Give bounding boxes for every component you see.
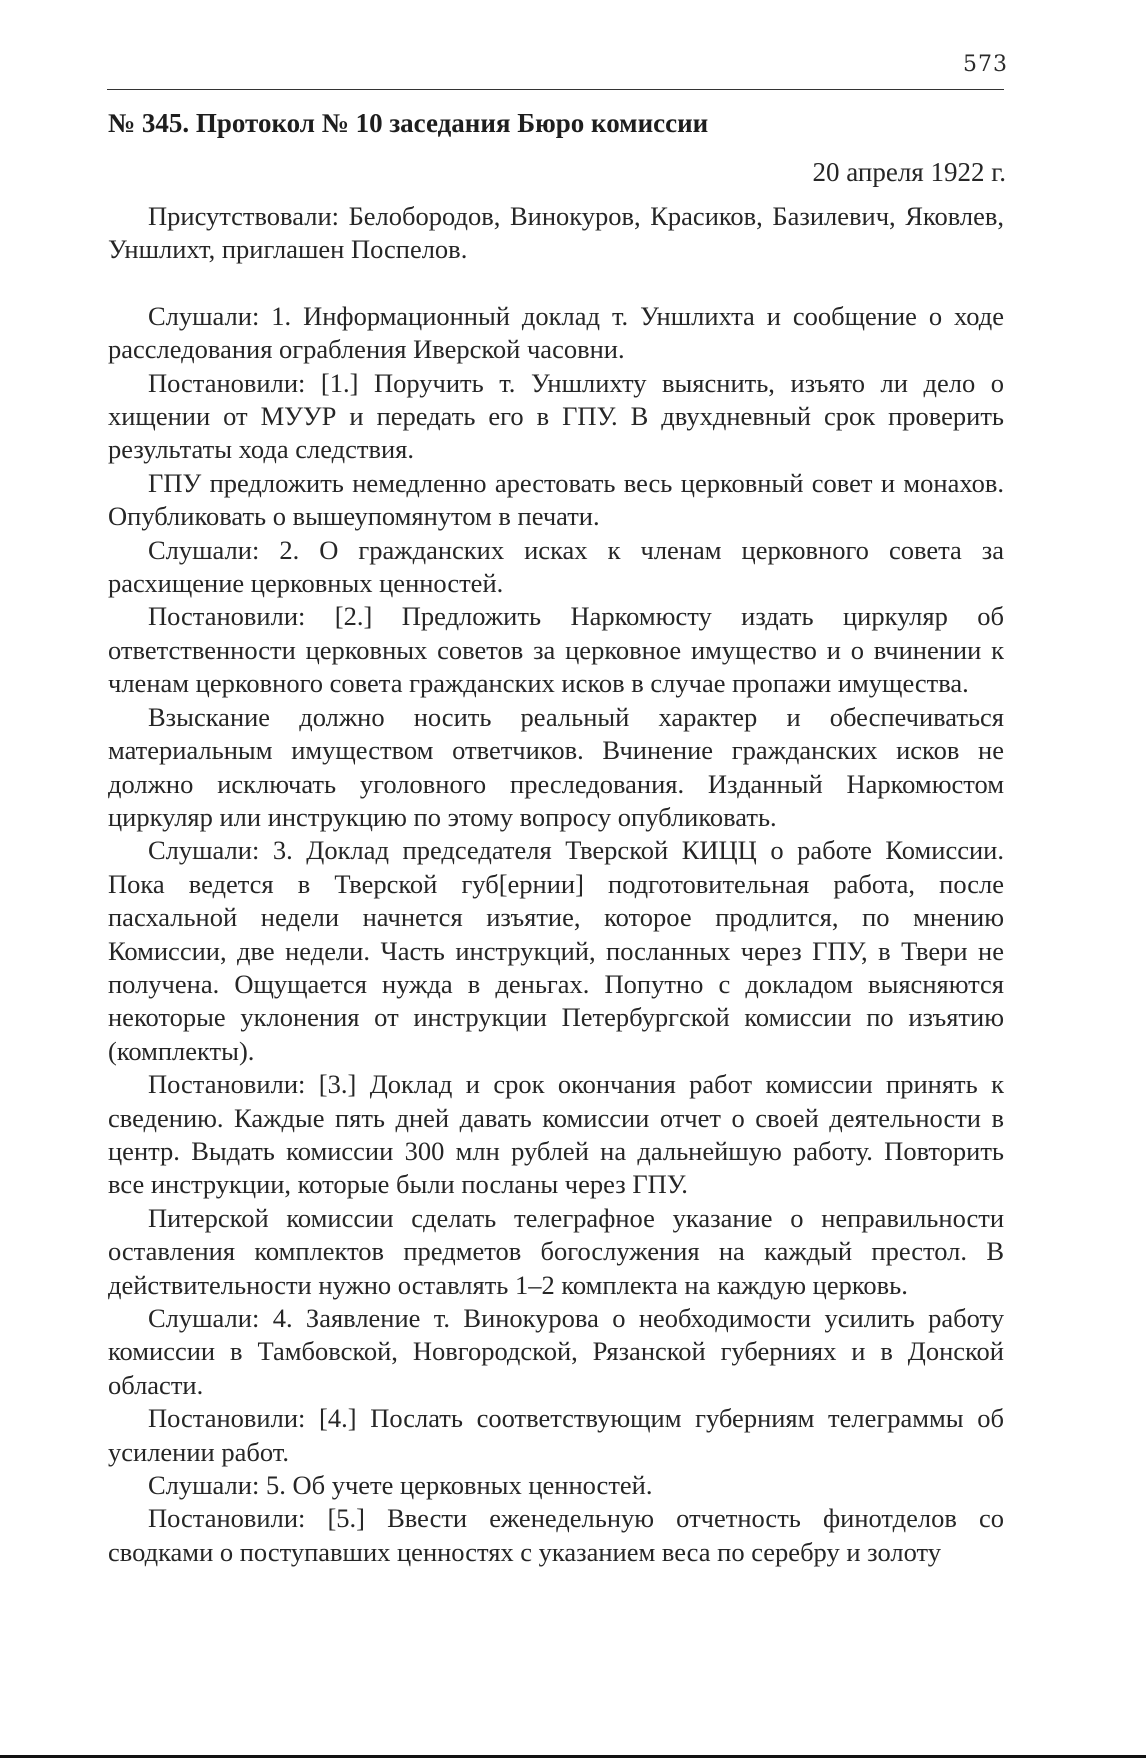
paragraph: Постановили: [1.] Поручить т. Уншлихту выяснить, изъято ли дело о хищении от МУУР и передать его в ГПУ. В двухдневный срок проверить результаты хода следствия.: [108, 367, 1004, 465]
paragraph: Постановили: [2.] Предложить Наркомюсту издать циркуляр об ответственности церковных советов за церковное имущество и о вчинении к членам церковного совета гражданских исков в случае пропажи имущества.: [108, 601, 1004, 699]
document-title: № 345. Протокол № 10 заседания Бюро комиссии: [108, 108, 709, 138]
paragraph: Питерской комиссии сделать телеграфное указание о неправильности оставления комплектов предметов богослужения на каждый престол. В действительности нужно оставлять 1–2 комплекта на каждую церковь.: [108, 1202, 1004, 1300]
header-rule: [107, 89, 1004, 90]
paragraph: Постановили: [4.] Послать соответствующим губерниям телеграммы об усилении работ.: [108, 1403, 1004, 1467]
paragraph: Слушали: 5. Об учете церковных ценностей.: [148, 1470, 653, 1501]
document-date: 20 апреля 1922 г.: [812, 157, 1006, 187]
paragraph: ГПУ предложить немедленно арестовать весь церковный совет и монахов. Опубликовать о вышеупомянутом в печати.: [108, 467, 1004, 532]
paragraph: Слушали: 3. Доклад председателя Тверской КИЦЦ о работе Комиссии. Пока ведется в Тверской губ[ернии] подготовительная работа, после пасхальной недели начнется изъятие, которое продлится, по мнению Комиссии, две недели. Часть инструкций, посланных через ГПУ, в Твери не получена. Ощущается нужда в деньгах. Попутно с докладом выясняются некоторые уклонения от инструкции Петербургской комиссии по изъятию (комплекты).: [108, 835, 1004, 1066]
attendees-paragraph: Присутствовали: Белобородов, Винокуров, Красиков, Базилевич, Яковлев, Уншлихт, приглашен Поспелов.: [108, 201, 1004, 265]
page-number: 573: [963, 52, 1008, 77]
paragraph: Взыскание должно носить реальный характер и обеспечиваться материальным имуществом ответчиков. Вчинение гражданских исков не должно исключать уголовного преследования. Изданный Наркомюстом циркуляр или инструкцию по этому вопросу опубликовать.: [108, 701, 1004, 832]
paragraph: Постановили: [3.] Доклад и срок окончания работ комиссии принять к сведению. Каждые пять дней давать комиссии отчет о своей деятельности в центр. Выдать комиссии 300 млн рублей на дальнейшую работу. Повторить все инструкции, которые были посланы через ГПУ.: [108, 1069, 1004, 1200]
paragraph: Слушали: 1. Информационный доклад т. Уншлихта и сообщение о ходе расследования ограбления Иверской часовни.: [108, 300, 1004, 365]
paragraph: Постановили: [5.] Ввести еженедельную отчетность финотделов со сводками о поступавших ценностях с указанием веса по серебру и золоту: [108, 1503, 1004, 1567]
paragraph: Слушали: 2. О гражданских исках к членам церковного совета за расхищение церковных ценностей.: [108, 534, 1004, 599]
document-body: [108, 200, 1004, 1569]
paragraph: Слушали: 4. Заявление т. Винокурова о необходимости усилить работу комиссии в Тамбовской, Новгородской, Рязанской губерниях и в Донской области.: [108, 1303, 1004, 1400]
